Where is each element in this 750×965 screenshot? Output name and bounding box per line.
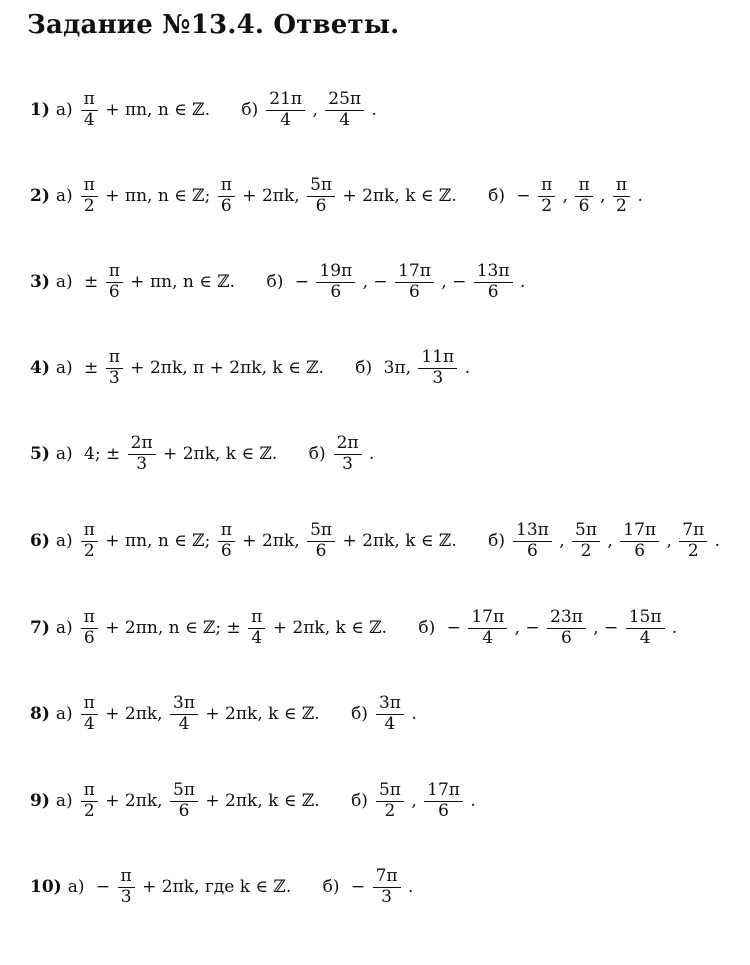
- fraction-numerator: 17π: [468, 608, 507, 629]
- fraction-numerator: π: [106, 262, 123, 283]
- fraction-numerator: 5π: [376, 781, 404, 802]
- fraction: [106, 262, 123, 302]
- fraction-numerator: π: [248, 608, 265, 629]
- math-text: + 2πk,: [99, 704, 168, 725]
- answer-number: 2): [30, 186, 50, 207]
- part-b-label: б): [241, 100, 259, 121]
- fraction: [81, 521, 98, 561]
- fraction-numerator: 17π: [395, 262, 434, 283]
- math-text: ,: [594, 186, 611, 207]
- fraction-denominator: 4: [384, 713, 396, 734]
- part-b-label: б): [355, 358, 373, 379]
- math-text: + 2πk, k ∈ ℤ.: [267, 618, 393, 639]
- answer-row: [30, 781, 481, 821]
- fraction-numerator: 7π: [679, 521, 707, 542]
- fraction-numerator: π: [106, 348, 123, 369]
- fraction-numerator: 5π: [572, 521, 600, 542]
- answer-row: [30, 694, 422, 734]
- math-text: .: [363, 444, 380, 465]
- math-text: ,: [405, 791, 423, 812]
- fraction-numerator: 2π: [334, 434, 362, 455]
- math-text: −: [441, 618, 467, 639]
- fraction-numerator: 3π: [170, 694, 198, 715]
- fraction-denominator: 6: [526, 540, 538, 561]
- answer-row: [30, 608, 683, 648]
- math-text: 4; ±: [78, 444, 126, 465]
- fraction: [572, 521, 600, 561]
- part-b-label: б): [322, 877, 340, 898]
- fraction-numerator: π: [81, 176, 98, 197]
- math-text: .: [666, 618, 683, 639]
- fraction-numerator: 17π: [424, 781, 463, 802]
- fraction: [395, 262, 434, 302]
- fraction-numerator: 5π: [307, 521, 335, 542]
- part-b-label: б): [488, 531, 505, 552]
- answer-row: [30, 521, 726, 561]
- fraction-numerator: 21π: [266, 90, 305, 111]
- fraction-denominator: 4: [251, 627, 263, 648]
- fraction: [81, 781, 98, 821]
- math-text: .: [366, 100, 383, 121]
- math-text: 3π,: [378, 358, 417, 379]
- fraction-denominator: 6: [438, 800, 449, 821]
- fraction-numerator: π: [81, 694, 98, 715]
- math-text: −: [511, 186, 537, 207]
- math-text: , −: [357, 272, 394, 293]
- fraction-denominator: 4: [83, 109, 95, 130]
- fraction: [81, 694, 98, 734]
- fraction-numerator: π: [81, 781, 98, 802]
- fraction-numerator: 2π: [128, 434, 156, 455]
- fraction-denominator: 3: [432, 367, 444, 388]
- fraction-denominator: 4: [280, 109, 292, 130]
- answer-number: 5): [30, 444, 50, 465]
- fraction-numerator: 5π: [307, 176, 335, 197]
- math-text: −: [289, 272, 315, 293]
- fraction-denominator: 6: [108, 281, 120, 302]
- fraction: [248, 608, 265, 648]
- fraction-numerator: π: [613, 176, 630, 197]
- part-a-label: а): [55, 100, 73, 121]
- fraction-denominator: 4: [83, 713, 95, 734]
- math-text: + 2πk, k ∈ ℤ.: [200, 704, 326, 725]
- answer-row: [30, 867, 419, 907]
- fraction-denominator: 6: [634, 540, 646, 561]
- fraction: [620, 521, 659, 561]
- fraction-denominator: 4: [339, 109, 351, 130]
- math-text: ,: [557, 186, 574, 207]
- fraction-numerator: 19π: [316, 262, 355, 283]
- answer-row: [30, 348, 475, 388]
- fraction-denominator: 2: [541, 195, 553, 216]
- fraction-denominator: 6: [409, 281, 420, 302]
- math-text: ±: [78, 358, 104, 379]
- fraction: [316, 262, 355, 302]
- fraction: [424, 781, 463, 821]
- part-a-label: а): [55, 618, 73, 639]
- answer-number: 9): [30, 791, 50, 812]
- fraction-denominator: 2: [384, 800, 396, 821]
- fraction: [418, 348, 457, 388]
- fraction-denominator: 6: [83, 627, 95, 648]
- fraction: [325, 90, 364, 130]
- fraction: [307, 521, 335, 561]
- part-b-label: б): [266, 272, 284, 293]
- fraction: [373, 867, 401, 907]
- fraction: [307, 176, 335, 216]
- answer-row: [30, 176, 648, 216]
- answer-number: 6): [30, 531, 50, 552]
- answer-row: [30, 434, 380, 474]
- fraction-denominator: 2: [687, 540, 699, 561]
- fraction-denominator: 3: [342, 453, 353, 474]
- fraction-denominator: 4: [178, 713, 190, 734]
- fraction: [81, 608, 98, 648]
- fraction: [218, 521, 235, 561]
- fraction-denominator: 2: [580, 540, 592, 561]
- fraction-numerator: 3π: [376, 694, 404, 715]
- math-text: .: [709, 531, 726, 552]
- fraction: [376, 694, 404, 734]
- fraction: [170, 781, 198, 821]
- math-text: + 2πk,: [236, 531, 306, 552]
- part-b-label: б): [308, 444, 326, 465]
- fraction-numerator: π: [538, 176, 555, 197]
- fraction-numerator: 23π: [547, 608, 586, 629]
- math-text: + 2πk, k ∈ ℤ.: [157, 444, 283, 465]
- math-text: ±: [78, 272, 104, 293]
- fraction: [218, 176, 235, 216]
- math-text: + πn, n ∈ ℤ;: [99, 531, 216, 552]
- math-text: + 2πn, n ∈ ℤ; ±: [99, 618, 247, 639]
- fraction: [128, 434, 156, 474]
- fraction-numerator: 7π: [373, 867, 401, 888]
- part-a-label: а): [67, 877, 85, 898]
- math-text: ,: [553, 531, 571, 552]
- math-text: + 2πk, k ∈ ℤ.: [200, 791, 326, 812]
- fraction-denominator: 4: [639, 627, 651, 648]
- math-text: .: [514, 272, 531, 293]
- math-text: + πn, n ∈ ℤ;: [99, 186, 216, 207]
- answer-number: 3): [30, 272, 50, 293]
- fraction-numerator: 13π: [513, 521, 552, 542]
- fraction: [613, 176, 630, 216]
- fraction: [474, 262, 513, 302]
- fraction-numerator: π: [575, 176, 592, 197]
- fraction-denominator: 3: [108, 367, 120, 388]
- part-a-label: а): [55, 444, 73, 465]
- math-text: , −: [509, 618, 546, 639]
- fraction-numerator: π: [218, 521, 235, 542]
- fraction-denominator: 6: [330, 281, 342, 302]
- fraction-numerator: 11π: [418, 348, 457, 369]
- fraction-numerator: 13π: [474, 262, 513, 283]
- fraction-denominator: 2: [83, 195, 95, 216]
- fraction: [468, 608, 507, 648]
- fraction: [266, 90, 305, 130]
- fraction: [547, 608, 586, 648]
- math-text: .: [632, 186, 649, 207]
- fraction-denominator: 4: [482, 627, 494, 648]
- math-text: + 2πk,: [99, 791, 168, 812]
- math-text: + 2πk,: [236, 186, 306, 207]
- fraction-denominator: 6: [220, 540, 232, 561]
- fraction-numerator: π: [81, 90, 98, 111]
- fraction: [513, 521, 552, 561]
- fraction: [170, 694, 198, 734]
- fraction-denominator: 2: [83, 540, 95, 561]
- fraction: [334, 434, 362, 474]
- fraction: [575, 176, 592, 216]
- fraction-denominator: 6: [220, 195, 232, 216]
- fraction-numerator: 5π: [170, 781, 198, 802]
- part-b-label: б): [351, 791, 368, 812]
- math-text: .: [405, 704, 423, 725]
- page-title: Задание №13.4. Ответы.: [27, 10, 400, 40]
- answer-number: 1): [30, 100, 50, 121]
- fraction: [81, 90, 98, 130]
- fraction-numerator: π: [81, 608, 98, 629]
- math-text: .: [402, 877, 419, 898]
- answer-number: 7): [30, 618, 50, 639]
- fraction: [118, 867, 135, 907]
- part-b-label: б): [351, 704, 368, 725]
- answer-row: [30, 90, 382, 130]
- fraction-denominator: 6: [315, 195, 327, 216]
- fraction: [538, 176, 555, 216]
- fraction-denominator: 6: [315, 540, 327, 561]
- math-text: −: [90, 877, 116, 898]
- math-text: + 2πk, k ∈ ℤ.: [337, 531, 463, 552]
- math-text: ,: [307, 100, 324, 121]
- fraction-denominator: 6: [578, 195, 590, 216]
- math-text: .: [459, 358, 476, 379]
- fraction: [626, 608, 665, 648]
- part-b-label: б): [488, 186, 505, 207]
- fraction-numerator: 25π: [325, 90, 364, 111]
- math-text: + 2πk, k ∈ ℤ.: [337, 186, 463, 207]
- fraction-denominator: 2: [83, 800, 95, 821]
- math-text: ,: [602, 531, 619, 552]
- part-a-label: а): [55, 358, 73, 379]
- fraction: [81, 176, 98, 216]
- part-b-label: б): [418, 618, 436, 639]
- fraction-denominator: 3: [120, 886, 132, 907]
- fraction-denominator: 6: [178, 800, 190, 821]
- math-text: −: [345, 877, 371, 898]
- fraction-numerator: π: [81, 521, 98, 542]
- math-text: , −: [435, 272, 472, 293]
- fraction-numerator: 15π: [626, 608, 665, 629]
- math-text: + πn, n ∈ ℤ.: [99, 100, 216, 121]
- part-a-label: а): [55, 272, 73, 293]
- fraction: [106, 348, 123, 388]
- answer-number: 8): [30, 704, 50, 725]
- part-a-label: а): [55, 531, 73, 552]
- part-a-label: а): [55, 791, 73, 812]
- math-text: + 2πk, где k ∈ ℤ.: [136, 877, 297, 898]
- fraction-numerator: π: [118, 867, 135, 888]
- math-text: + 2πk, π + 2πk, k ∈ ℤ.: [124, 358, 330, 379]
- fraction-denominator: 3: [381, 886, 392, 907]
- math-text: , −: [587, 618, 624, 639]
- fraction-numerator: 17π: [620, 521, 659, 542]
- fraction-numerator: π: [218, 176, 235, 197]
- fraction-denominator: 3: [136, 453, 148, 474]
- fraction: [679, 521, 707, 561]
- fraction-denominator: 6: [561, 627, 572, 648]
- math-text: ,: [661, 531, 678, 552]
- answer-number: 4): [30, 358, 50, 379]
- answer-number: 10): [30, 877, 62, 898]
- fraction-denominator: 6: [487, 281, 499, 302]
- math-text: + πn, n ∈ ℤ.: [124, 272, 241, 293]
- answer-row: [30, 262, 531, 302]
- fraction-denominator: 2: [616, 195, 627, 216]
- part-a-label: а): [55, 186, 73, 207]
- math-text: .: [464, 791, 482, 812]
- part-a-label: а): [55, 704, 73, 725]
- fraction: [376, 781, 404, 821]
